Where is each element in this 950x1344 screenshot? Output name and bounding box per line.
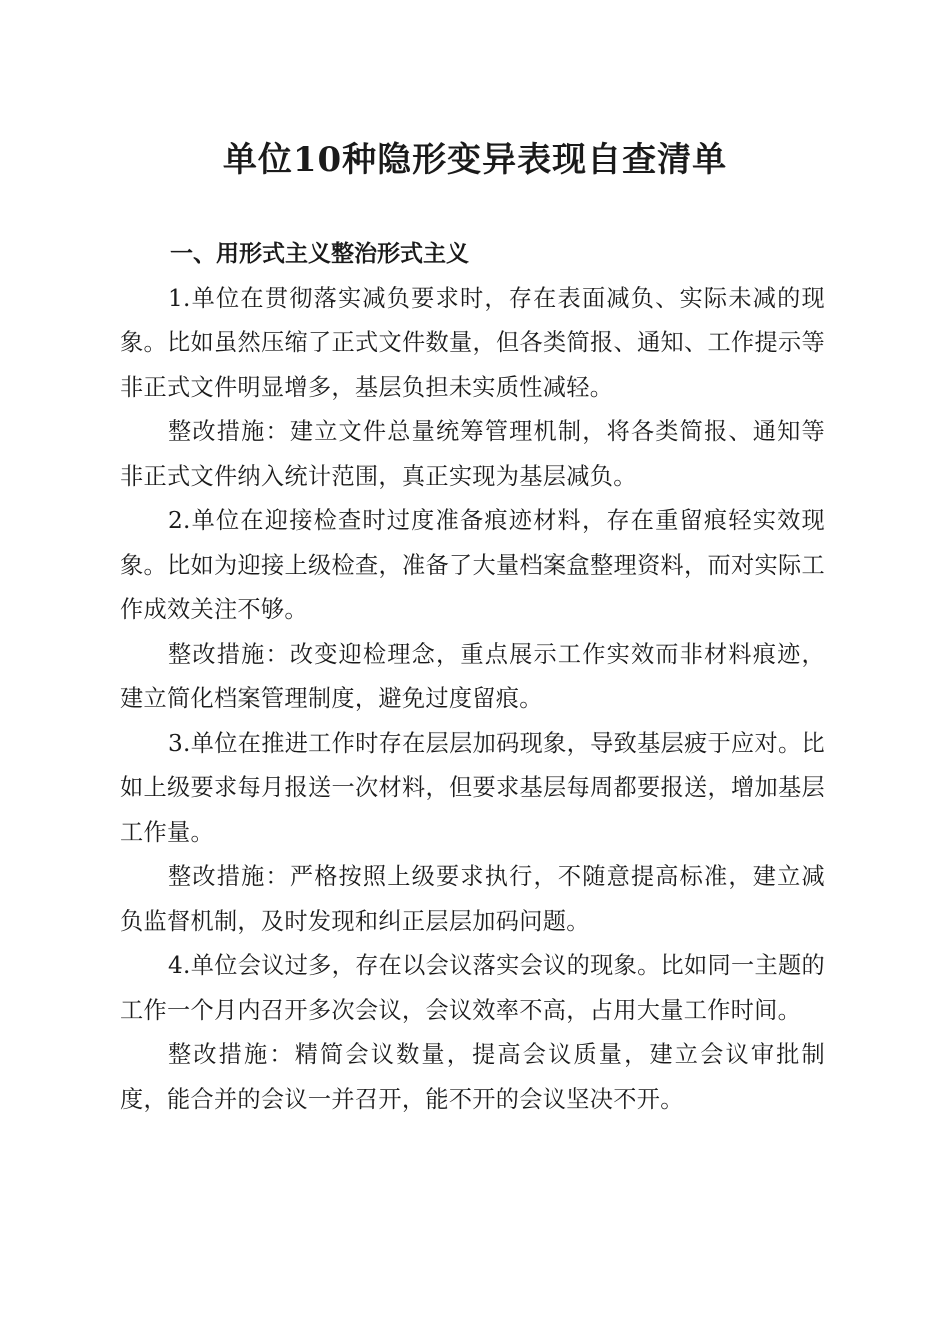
issue-paragraph-4: 4.单位会议过多，存在以会议落实会议的现象。比如同一主题的工作一个月内召开多次会议，会议效率不高，占用大量工作时间。 <box>120 952 825 1024</box>
issue-paragraph-3: 3.单位在推进工作时存在层层加码现象，导致基层疲于应对。比如上级要求每月报送一次材料，但要求基层每周都要报送，增加基层工作量。 <box>120 729 825 846</box>
section-heading: 一、用形式主义整治形式主义 <box>170 241 469 267</box>
document-title: 单位10种隐形变异表现自查清单 <box>222 140 728 180</box>
remedy-paragraph-1: 整改措施：建立文件总量统筹管理机制，将各类简报、通知等非正式文件纳入统计范围，真正实现为基层减负。 <box>120 418 825 490</box>
remedy-paragraph-3: 整改措施：严格按照上级要求执行，不随意提高标准，建立减负监督机制，及时发现和纠正层层加码问题。 <box>120 863 825 935</box>
issue-paragraph-1: 1.单位在贯彻落实减负要求时，存在表面减负、实际未减的现象。比如虽然压缩了正式文件数量，但各类简报、通知、工作提示等非正式文件明显增多，基层负担未实质性减轻。 <box>120 284 825 401</box>
remedy-paragraph-4: 整改措施：精简会议数量，提高会议质量，建立会议审批制度，能合并的会议一并召开，能不开的会议坚决不开。 <box>120 1041 825 1113</box>
remedy-paragraph-2: 整改措施：改变迎检理念，重点展示工作实效而非材料痕迹，建立简化档案管理制度，避免过度留痕。 <box>120 640 825 712</box>
document-body <box>120 232 825 1122</box>
issue-paragraph-2: 2.单位在迎接检查时过度准备痕迹材料，存在重留痕轻实效现象。比如为迎接上级检查，准备了大量档案盒整理资料，而对实际工作成效关注不够。 <box>120 507 825 623</box>
